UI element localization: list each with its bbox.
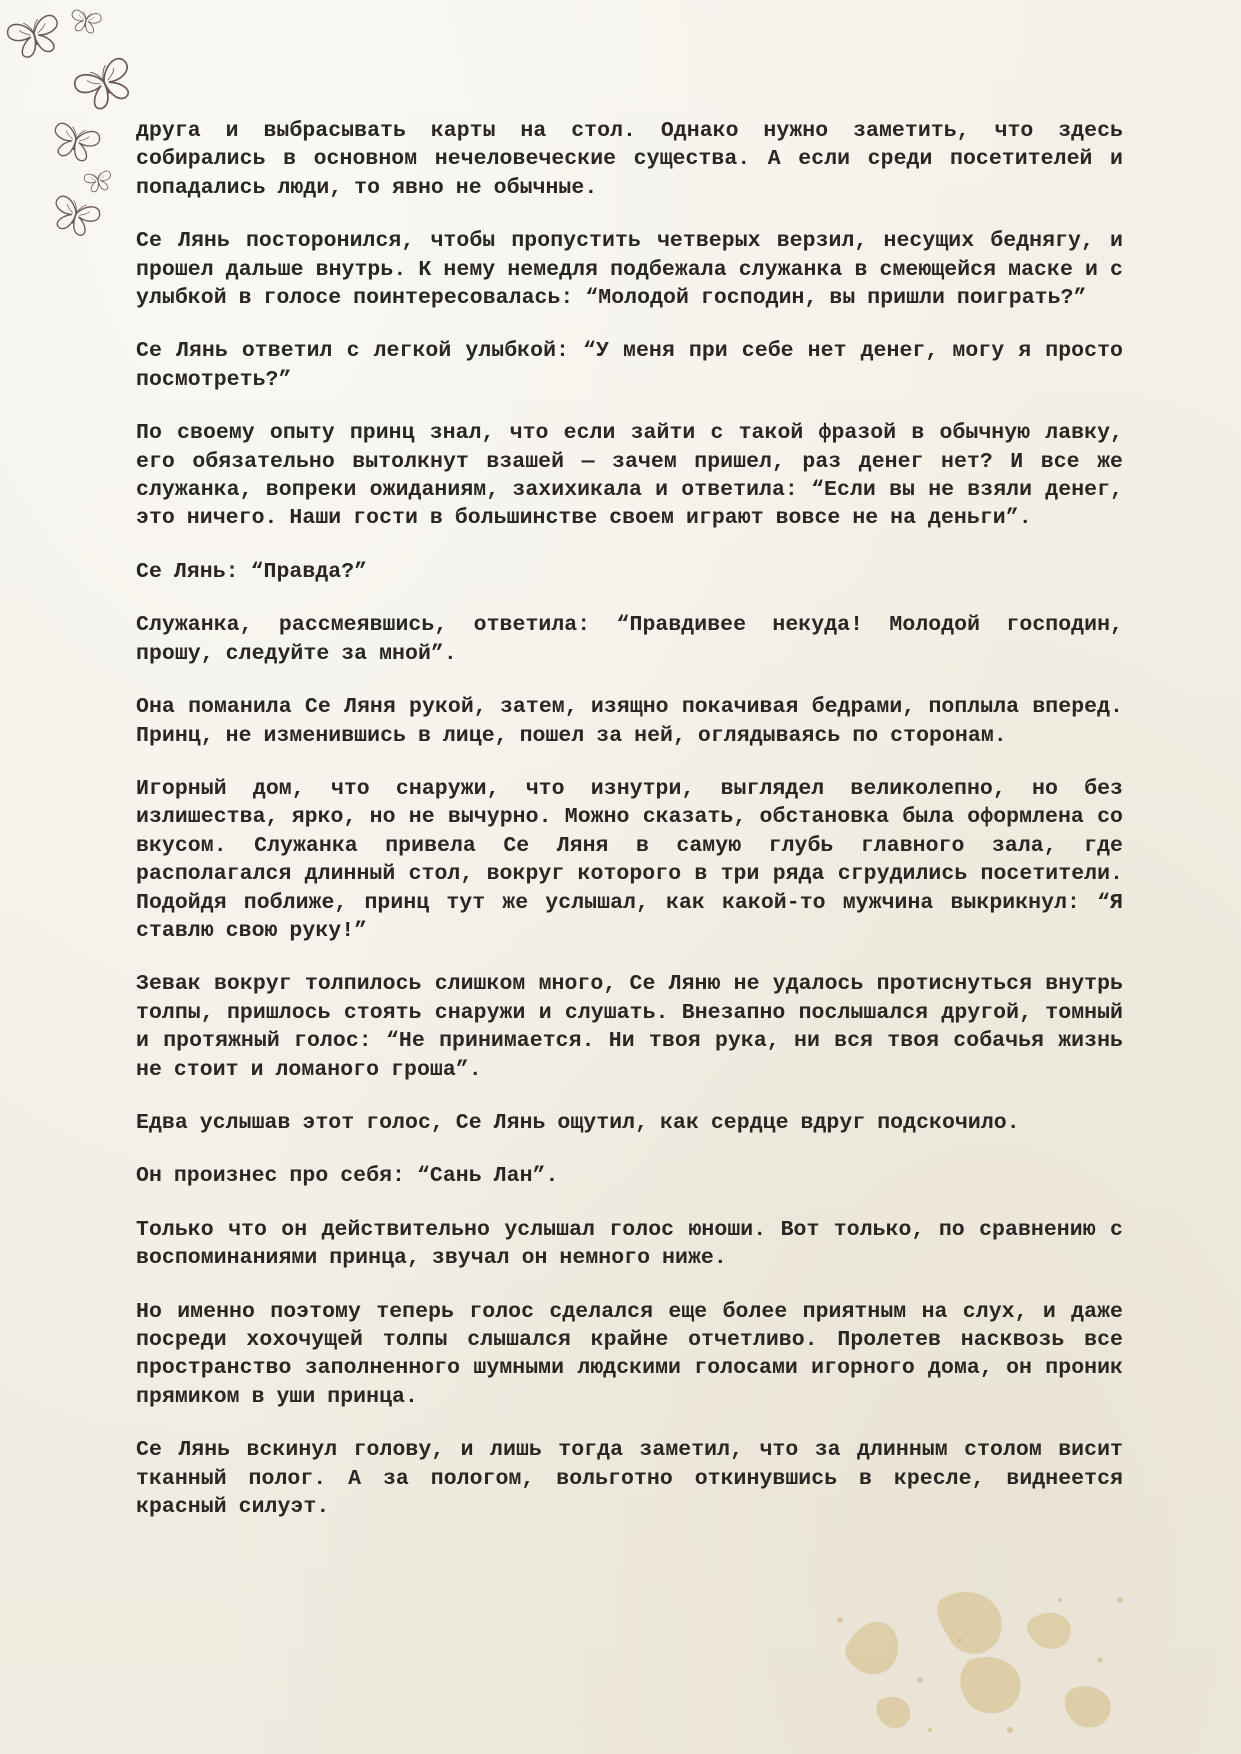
paragraph: Зевак вокруг толпилось слишком много, Се Ляню не удалось протиснуться внутрь толпы, пришлось стоять снаружи и слушать. Внезапно послышался другой, томный и протяжный голос: “Не принимается. Ни твоя рука, ни вся твоя собачья жизнь не стоит и ломаного гроша”. — [136, 972, 1123, 1082]
paragraph: Служанка, рассмеявшись, ответила: “Правдивее некуда! Молодой господин, прошу, следуйте за мной”. — [136, 613, 1123, 666]
butterfly-icon — [72, 56, 139, 115]
paragraph: Се Лянь вскинул голову, и лишь тогда заметил, что за длинным столом висит тканный полог. А за пологом, вольготно откинувшись в кресле, виднеется красный силуэт. — [136, 1438, 1123, 1520]
paragraph: По своему опыту принц знал, что если зайти с такой фразой в обычную лавку, его обязательно вытолкнут взашей — зачем пришел, раз денег нет? И все же служанка, вопреки ожиданиям, захихикала и ответила: “Если вы не взяли денег, это ничего. Наши гости в большинстве своем играют вовсе не на деньги”. — [136, 421, 1123, 531]
paragraph: Се Лянь ответил с легкой улыбкой: “У меня при себе нет денег, могу я просто посмотреть?” — [136, 339, 1123, 392]
butterfly-icon — [84, 170, 114, 193]
butterfly-icon — [69, 9, 101, 34]
gold-flourish-icon — [820, 1580, 1140, 1750]
butterfly-icon — [6, 14, 64, 61]
paragraph: друга и выбрасывать карты на стол. Однако нужно заметить, что здесь собирались в основном нечеловеческие существа. А если среди посетителей и попадались люди, то явно не обычные. — [136, 119, 1123, 200]
paragraph: Но именно поэтому теперь голос сделался еще более приятным на слух, и даже посреди хохочущей толпы слышался крайне отчетливо. Пролетев насквозь все пространство заполненного шумными людскими голосами игорного дома, он проник прямиком в уши принца. — [136, 1299, 1123, 1409]
paragraph: Только что он действительно услышал голос юноши. Вот только, по сравнению с воспоминаниями принца, звучал он немного ниже. — [136, 1217, 1123, 1271]
paragraph: Она поманила Се Ляня рукой, затем, изящно покачивая бедрами, поплыла вперед. Принц, не изменившись в лице, пошел за ней, оглядываясь по сторонам. — [136, 695, 1123, 748]
paragraph: Игорный дом, что снаружи, что изнутри, выглядел великолепно, но без излишества, ярко, но не вычурно. Можно сказать, обстановка была оформлена со вкусом. Служанка привела Се Ляня в самую глубь главного зала, где располагался длинный стол, вокруг которого в три ряда сгрудились посетители. Подойдя поближе, принц тут же услышал, как какой-то мужчина выкрикнул: “Я ставлю свою руку!” — [136, 776, 1123, 943]
paragraph: Се Лянь: “Правда?” — [136, 559, 368, 584]
paragraph: Он произнес про себя: “Сань Лан”. — [136, 1164, 559, 1189]
paragraph: Едва услышав этот голос, Се Лянь ощутил, как сердце вдруг подскочило. — [136, 1110, 1020, 1135]
paragraph: Се Лянь посторонился, чтобы пропустить четверых верзил, несущих беднягу, и прошел дальше внутрь. К нему немедля подбежала служанка в смеющейся маске и с улыбкой в голосе поинтересовалась: “Молодой господин, вы пришли поиграть?” — [136, 229, 1123, 311]
butterfly-icon — [48, 194, 101, 239]
text-column — [136, 117, 1123, 1546]
butterfly-cluster — [0, 0, 150, 250]
butterfly-icon — [49, 122, 101, 164]
